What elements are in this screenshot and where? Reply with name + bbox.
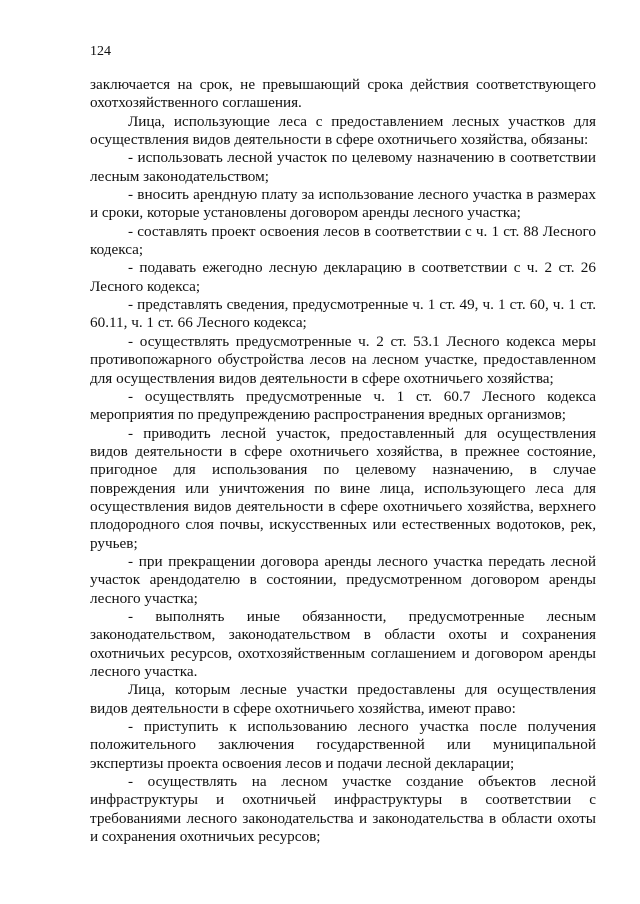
list-item: - подавать ежегодно лесную декларацию в соответствии с ч. 2 ст. 26 Лесного кодекса; [90, 259, 596, 295]
paragraph-rights-intro: Лица, которым лесные участки предоставлены для осуществления видов деятельности в сфере охотничьего хозяйства, имеют право: [90, 681, 596, 717]
list-item: - осуществлять предусмотренные ч. 2 ст. 53.1 Лесного кодекса меры противопожарного обустройства лесов на лесном участке, предоставленном для осуществления видов деятельности в сфере охотничьего хозяйства; [90, 332, 596, 387]
paragraph-continuation: заключается на срок, не превышающий срока действия соответствующего охотхозяйственного соглашения. [90, 76, 596, 112]
list-item: - при прекращении договора аренды лесного участка передать лесной участок арендодателю в состоянии, предусмотренном договором аренды лесного участка; [90, 552, 596, 607]
list-item: - осуществлять предусмотренные ч. 1 ст. 60.7 Лесного кодекса мероприятия по предупреждению распространения вредных организмов; [90, 387, 596, 424]
list-item: - выполнять иные обязанности, предусмотренные лесным законодательством, законодательством в области охоты и сохранения охотничьих ресурсов, охотхозяйственным соглашением и договором аренды лесного участка. [90, 607, 596, 680]
list-item: - вносить арендную плату за использование лесного участка в размерах и сроки, которые установлены договором аренды лесного участка; [90, 186, 596, 222]
list-item: - приводить лесной участок, предоставленный для осуществления видов деятельности в сфере охотничьего хозяйства, в прежнее состояние, пригодное для использования по целевому назначению, в случае повреждения или уничтожения по вине лица, использующего леса для осуществления видов деятельности в сфере охотничьего хозяйства, верхнего плодородного слоя почвы, искусственных или естественных водотоков, рек, ручьев; [90, 424, 596, 552]
list-item: - использовать лесной участок по целевому назначению в соответствии лесным законодательством; [90, 149, 596, 185]
list-item: - осуществлять на лесном участке создание объектов лесной инфраструктуры и охотничьей инфраструктуры в соответствии с требованиями лесного законодательства и законодательства в области охоты и сохранения охотничьих ресурсов; [90, 773, 596, 846]
document-body [90, 76, 596, 846]
list-item: - представлять сведения, предусмотренные ч. 1 ст. 49, ч. 1 ст. 60, ч. 1 ст. 60.11, ч. 1 ст. 66 Лесного кодекса; [90, 296, 596, 332]
list-item: - приступить к использованию лесного участка после получения положительного заключения государственной или муниципальной экспертизы проекта освоения лесов и подачи лесной декларации; [90, 718, 596, 772]
list-item: - составлять проект освоения лесов в соответствии с ч. 1 ст. 88 Лесного кодекса; [90, 222, 596, 259]
paragraph-obligations-intro: Лица, использующие леса с предоставлением лесных участков для осуществления видов деятельности в сфере охотничьего хозяйства, обязаны: [90, 112, 596, 149]
page-number: 124 [90, 44, 111, 59]
